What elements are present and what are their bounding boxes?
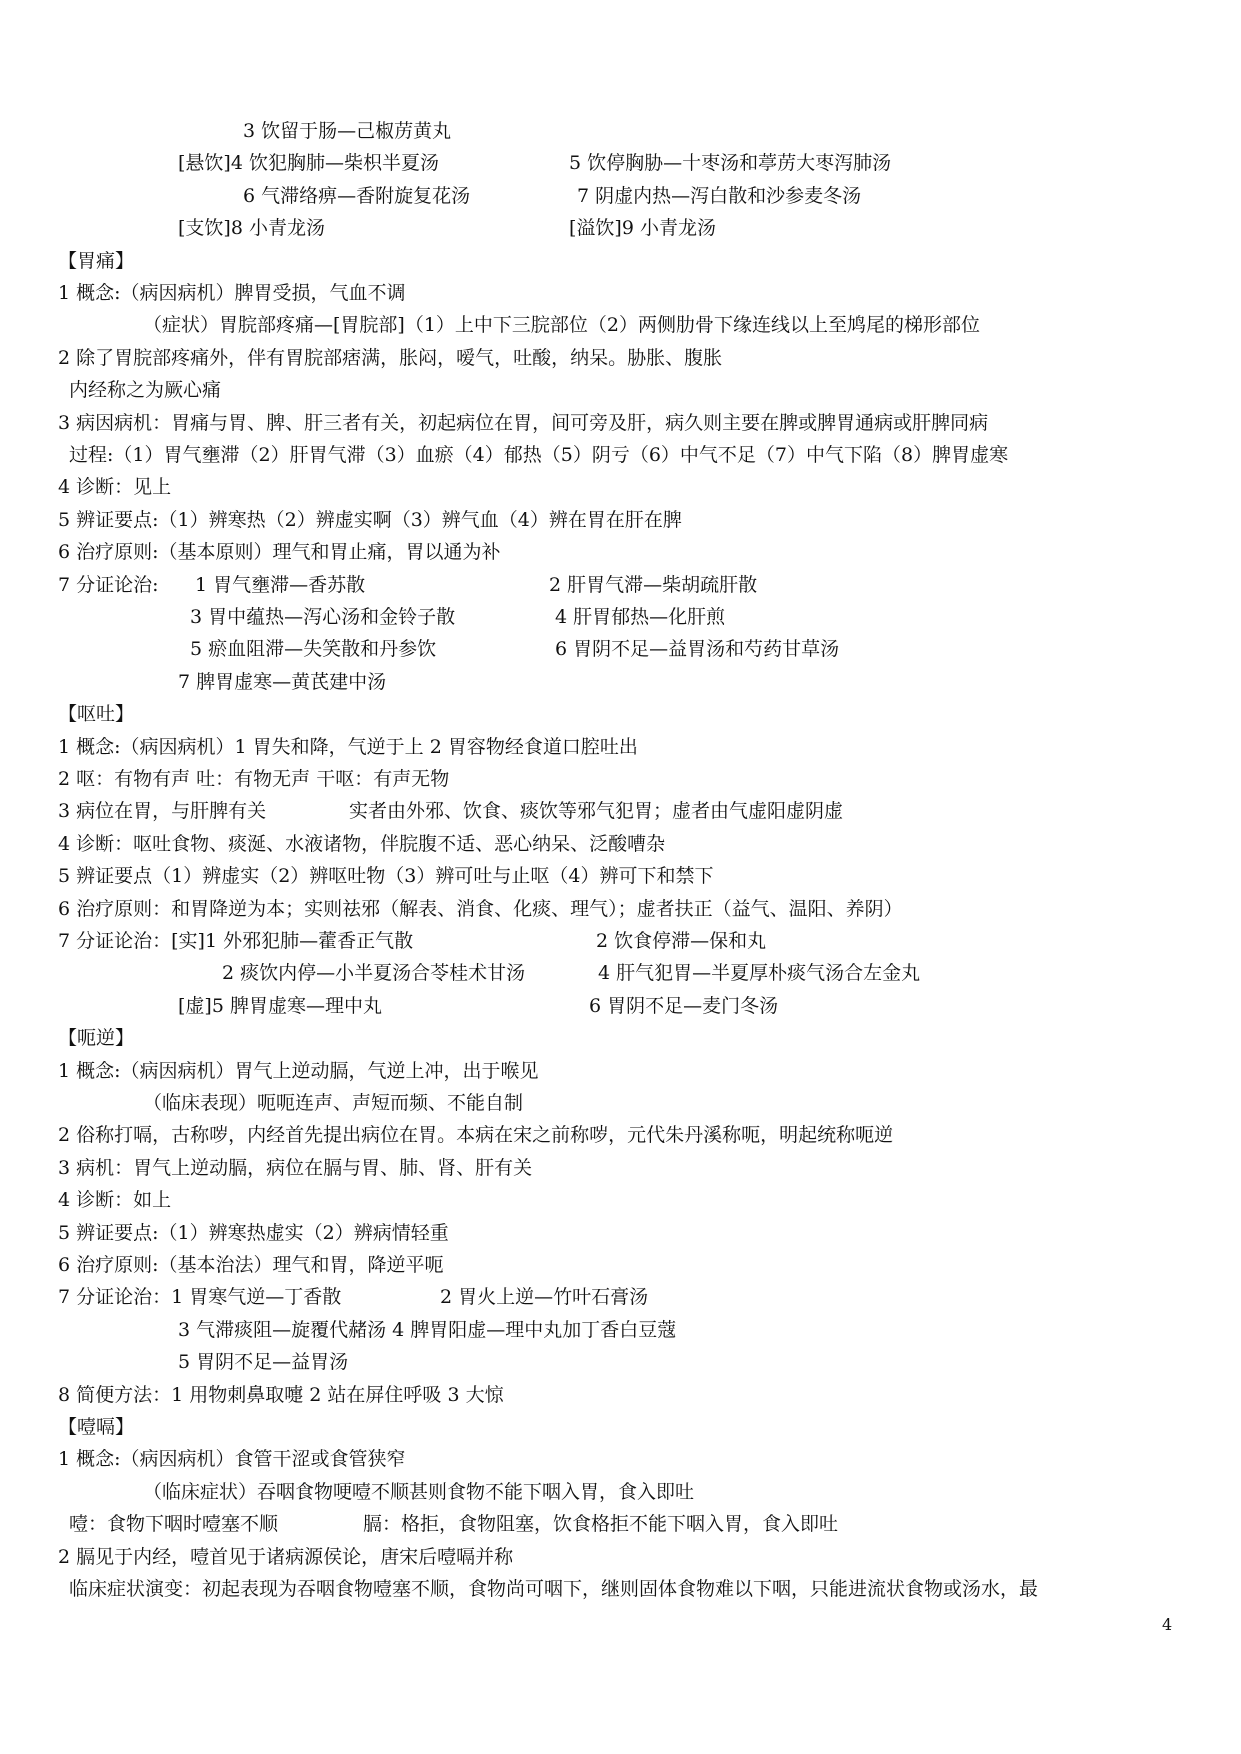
line-segment: 3 胃中蕴热—泻心汤和金铃子散 bbox=[190, 606, 456, 628]
line-segment: 实者由外邪、饮食、痰饮等邪气犯胃；虚者由气虚阳虚阴虚 bbox=[349, 800, 844, 822]
line-segment: 2 肝胃气滞—柴胡疏肝散 bbox=[549, 574, 758, 596]
line-segment: 4 诊断：呕吐食物、痰涎、水液诸物，伴脘腹不适、恶心纳呆、泛酸嘈杂 bbox=[58, 833, 666, 855]
line-segment: 1 胃气壅滞—香苏散 bbox=[195, 574, 366, 596]
line-segment: 噎：食物下咽时噎塞不顺 bbox=[69, 1513, 279, 1535]
line-segment: 5 辨证要点:（1）辨寒热虚实（2）辨病情轻重 bbox=[58, 1222, 449, 1244]
line-segment: 3 饮留于肠—己椒苈黄丸 bbox=[243, 120, 452, 142]
line-segment: 5 辨证要点（1）辨虚实（2）辨呕吐物（3）辨可吐与止呕（4）辨可下和禁下 bbox=[58, 865, 714, 887]
line-segment: [虚]5 脾胃虚寒—理中丸 bbox=[178, 995, 382, 1017]
line-segment: 7 分证论治：[实]1 外邪犯肺—藿香正气散 bbox=[58, 930, 414, 952]
line-segment: 4 诊断：如上 bbox=[58, 1189, 172, 1211]
line-segment: 4 诊断：见上 bbox=[58, 476, 172, 498]
heading-text: 【呕吐】 bbox=[58, 703, 135, 725]
line-segment: [支饮]8 小青龙汤 bbox=[178, 217, 325, 239]
line-segment: 1 概念:（病因病机）食管干涩或食管狭窄 bbox=[58, 1448, 406, 1470]
line-segment: 3 病机：胃气上逆动膈，病位在膈与胃、肺、肾、肝有关 bbox=[58, 1157, 533, 1179]
line-segment: 1 概念:（病因病机）1 胃失和降，气逆于上 2 胃容物经食道口腔吐出 bbox=[58, 736, 638, 758]
line-segment: 5 胃阴不足—益胃汤 bbox=[178, 1351, 349, 1373]
line-segment: 过程:（1）胃气壅滞（2）肝胃气滞（3）血瘀（4）郁热（5）阴亏（6）中气不足（7）中气下陷（8）脾胃虚寒 bbox=[69, 444, 1009, 466]
line-segment: 6 治疗原则：和胃降逆为本；实则祛邪（解表、消食、化痰、理气）；虚者扶正（益气、温阳、养阴） bbox=[58, 898, 903, 920]
line-segment: 1 概念:（病因病机）胃气上逆动膈，气逆上冲，出于喉见 bbox=[58, 1060, 539, 1082]
line-segment: 3 病因病机：胃痛与胃、脾、肝三者有关，初起病位在胃，间可旁及肝，病久则主要在脾或脾胃通病或肝脾同病 bbox=[58, 412, 989, 434]
line-segment: （临床症状）吞咽食物哽噎不顺甚则食物不能下咽入胃，食入即吐 bbox=[143, 1481, 695, 1503]
line-segment: 6 治疗原则:（基本原则）理气和胃止痛，胃以通为补 bbox=[58, 541, 501, 563]
line-segment: 1 概念:（病因病机）脾胃受损，气血不调 bbox=[58, 282, 406, 304]
line-segment: 内经称之为厥心痛 bbox=[69, 379, 222, 401]
line-segment: [悬饮]4 饮犯胸肺—柴枳半夏汤 bbox=[178, 152, 439, 174]
line-segment: 膈：格拒，食物阻塞，饮食格拒不能下咽入胃，食入即吐 bbox=[363, 1513, 839, 1535]
line-segment: （症状）胃脘部疼痛—[胃脘部]（1）上中下三脘部位（2）两侧肋骨下缘连线以上至鸠尾的梯形部位 bbox=[143, 314, 981, 336]
line-segment: 6 气滞络痹—香附旋复花汤 bbox=[243, 185, 471, 207]
page-number: 4 bbox=[1162, 1615, 1173, 1634]
line-segment: 2 除了胃脘部疼痛外，伴有胃脘部痞满，胀闷，嗳气，吐酸，纳呆。胁胀、腹胀 bbox=[58, 347, 723, 369]
line-segment: 5 饮停胸胁—十枣汤和葶苈大枣泻肺汤 bbox=[569, 152, 892, 174]
line-segment: 5 辨证要点:（1）辨寒热（2）辨虚实啊（3）辨气血（4）辨在胃在肝在脾 bbox=[58, 509, 682, 531]
line-segment: 临床症状演变：初起表现为吞咽食物噎塞不顺，食物尚可咽下，继则固体食物难以下咽，只能进流状食物或汤水，最 bbox=[69, 1578, 1039, 1600]
heading-text: 【呃逆】 bbox=[58, 1027, 135, 1049]
line-segment: （临床表现）呃呃连声、声短而频、不能自制 bbox=[143, 1092, 524, 1114]
line-segment: 2 胃火上逆—竹叶石膏汤 bbox=[440, 1286, 649, 1308]
line-segment: 6 胃阴不足—益胃汤和芍药甘草汤 bbox=[555, 638, 840, 660]
line-segment: 2 饮食停滞—保和丸 bbox=[596, 930, 767, 952]
line-segment: 4 肝胃郁热—化肝煎 bbox=[555, 606, 726, 628]
line-segment: 2 痰饮内停—小半夏汤合苓桂术甘汤 bbox=[222, 962, 526, 984]
line-segment: 2 膈见于内经，噎首见于诸病源侯论，唐宋后噎嗝并称 bbox=[58, 1546, 514, 1568]
line-segment: 8 简便方法：1 用物刺鼻取嚏 2 站在屏住呼吸 3 大惊 bbox=[58, 1384, 504, 1406]
line-segment: 2 呕：有物有声 吐：有物无声 干呕：有声无物 bbox=[58, 768, 450, 790]
line-segment: 5 瘀血阻滞—失笑散和丹参饮 bbox=[190, 638, 437, 660]
heading-text: 【噎嗝】 bbox=[58, 1416, 135, 1438]
line-segment: 6 治疗原则:（基本治法）理气和胃，降逆平呃 bbox=[58, 1254, 444, 1276]
line-segment: 3 病位在胃，与肝脾有关 bbox=[58, 800, 267, 822]
line-segment: 7 分证论治: bbox=[58, 574, 159, 596]
line-segment: [溢饮]9 小青龙汤 bbox=[569, 217, 716, 239]
line-segment: 6 胃阴不足—麦门冬汤 bbox=[589, 995, 779, 1017]
line-segment: 7 分证论治：1 胃寒气逆—丁香散 bbox=[58, 1286, 342, 1308]
line-segment: 2 俗称打嗝，古称哕，内经首先提出病位在胃。本病在宋之前称哕，元代朱丹溪称呃，明起统称呃逆 bbox=[58, 1124, 894, 1146]
line-segment: 4 肝气犯胃—半夏厚朴痰气汤合左金丸 bbox=[598, 962, 921, 984]
line-segment: 3 气滞痰阻—旋覆代赭汤 4 脾胃阳虚—理中丸加丁香白豆蔻 bbox=[178, 1319, 677, 1341]
heading-text: 【胃痛】 bbox=[58, 250, 135, 272]
line-segment: 7 阴虚内热—泻白散和沙参麦冬汤 bbox=[577, 185, 862, 207]
line-segment: 7 脾胃虚寒—黄芪建中汤 bbox=[178, 671, 387, 693]
